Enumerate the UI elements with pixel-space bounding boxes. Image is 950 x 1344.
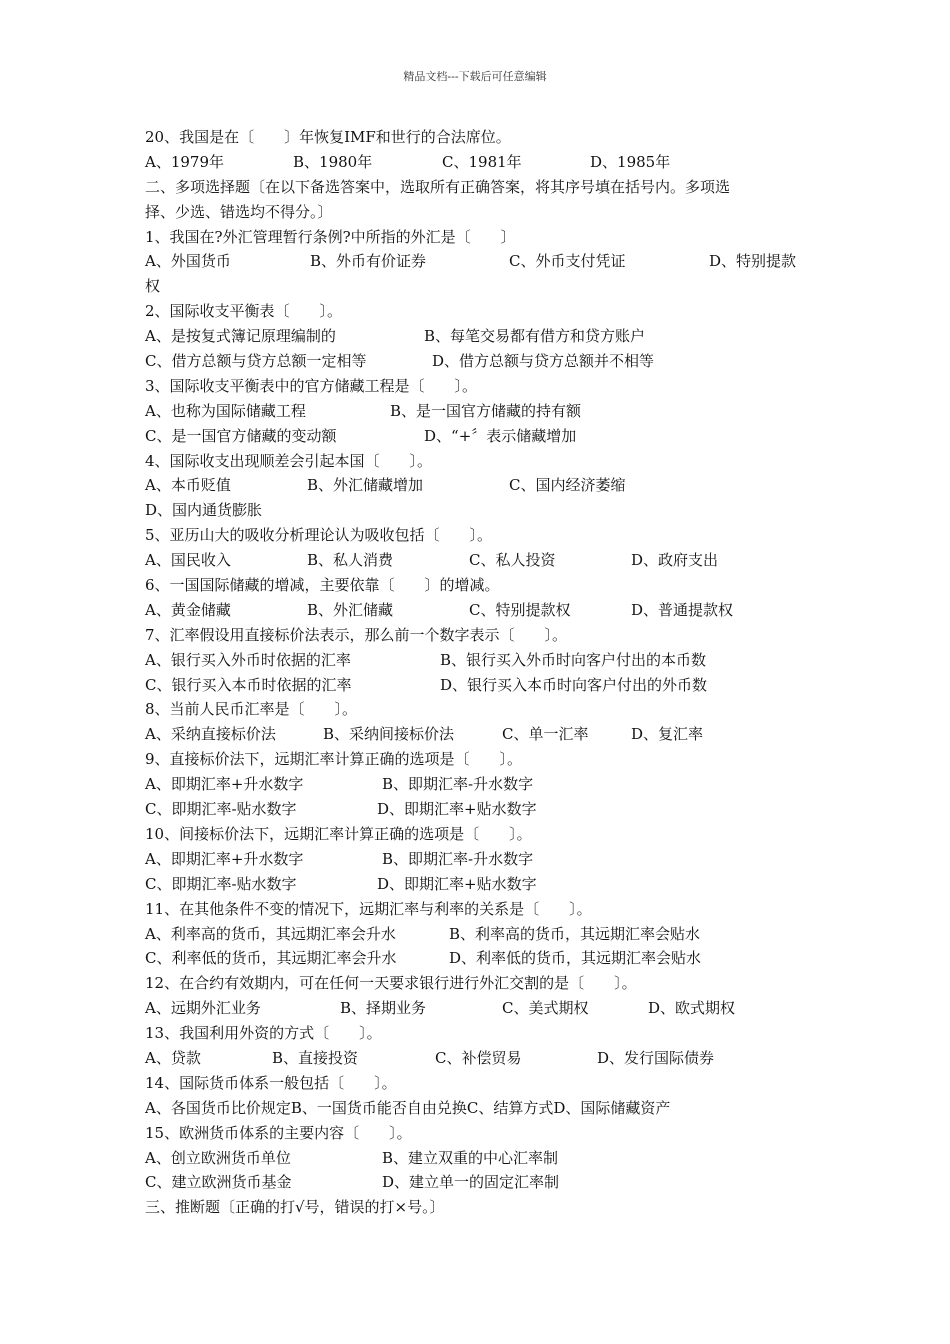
option-text: A、远期外汇业务 — [145, 999, 261, 1018]
text-line — [145, 697, 815, 722]
option-text: B、采纳间接标价法 — [323, 725, 455, 744]
option-text: D、即期汇率+贴水数字 — [377, 800, 537, 819]
option-text: A、采纳直接标价法 — [145, 725, 276, 744]
option-text: B、1980年 — [293, 152, 373, 171]
line-text: 3、国际收支平衡表中的官方储藏工程是〔 〕。 — [145, 376, 478, 395]
option-text: D、建立单一的固定汇率制 — [382, 1173, 560, 1192]
option-text: D、复汇率 — [631, 725, 704, 744]
text-line — [145, 274, 815, 299]
text-line — [145, 872, 815, 897]
option-text: B、择期业务 — [340, 999, 427, 1018]
option-text: C、建立欧洲货币基金 — [145, 1173, 292, 1192]
line-text: 12、在合约有效期内，可在任何一天要求银行进行外汇交割的是〔 〕。 — [145, 974, 637, 993]
option-text: A、1979年 — [145, 152, 225, 171]
text-line — [145, 623, 815, 648]
text-line — [145, 548, 815, 573]
text-line — [145, 922, 815, 947]
line-text: 1、我国在?外汇管理暂行条例?中所指的外汇是〔 〕 — [145, 227, 516, 246]
text-line — [145, 249, 815, 274]
text-line — [145, 1195, 815, 1220]
line-text: 13、我国利用外资的方式〔 〕。 — [145, 1024, 382, 1043]
option-text: A、即期汇率+升水数字 — [145, 849, 304, 868]
option-text: A、黄金储藏 — [145, 600, 231, 619]
option-text: A、本币贬值 — [145, 476, 231, 495]
text-line — [145, 971, 815, 996]
option-text: C、特别提款权 — [469, 600, 571, 619]
option-text: D、政府支出 — [631, 551, 719, 570]
option-text: D、发行国际债券 — [597, 1048, 715, 1067]
text-line — [145, 449, 815, 474]
line-text: 11、在其他条件不变的情况下，远期汇率与利率的关系是〔 〕。 — [145, 899, 592, 918]
text-line — [145, 125, 815, 150]
text-line — [145, 424, 815, 449]
option-text: B、私人消费 — [307, 551, 394, 570]
text-line — [145, 523, 815, 548]
text-line — [145, 946, 815, 971]
option-text: A、也称为国际储藏工程 — [145, 401, 306, 420]
option-text: A、外国货币 — [145, 252, 231, 271]
option-text: C、借方总额与贷方总额一定相等 — [145, 352, 367, 371]
option-text: A、银行买入外币时依据的汇率 — [145, 650, 351, 669]
text-line — [145, 1146, 815, 1171]
line-text: 择、少选、错选均不得分。〕 — [145, 202, 333, 221]
option-text: C、利率低的货币，其远期汇率会升水 — [145, 949, 397, 968]
option-text: B、每笔交易都有借方和贷方账户 — [424, 327, 646, 346]
line-text: 10、间接标价法下，远期汇率计算正确的选项是〔 〕。 — [145, 824, 532, 843]
text-line — [145, 797, 815, 822]
page-header: 精品文档---下载后可任意编辑 — [403, 70, 547, 83]
text-line — [145, 822, 815, 847]
line-text: 5、亚历山大的吸收分析理论认为吸收包括〔 〕。 — [145, 526, 493, 545]
line-text: 20、我国是在〔 〕年恢复IMF和世行的合法席位。 — [145, 128, 511, 146]
text-line — [145, 473, 815, 498]
option-text: B、即期汇率-升水数字 — [382, 775, 534, 794]
option-text: C、美式期权 — [502, 999, 589, 1018]
option-text: B、银行买入外币时向客户付出的本币数 — [440, 650, 707, 669]
text-line — [145, 772, 815, 797]
text-line — [145, 573, 815, 598]
option-text: C、是一国官方储藏的变动额 — [145, 426, 337, 445]
option-text: C、银行买入本币时依据的汇率 — [145, 675, 352, 694]
document-body — [145, 125, 815, 1220]
option-text: C、外币支付凭证 — [509, 252, 626, 271]
line-text: 6、一国国际储藏的增减，主要依靠〔 〕的增减。 — [145, 576, 500, 595]
text-line — [145, 673, 815, 698]
option-text: D、1985年 — [590, 152, 671, 171]
option-text: C、即期汇率-贴水数字 — [145, 800, 297, 819]
text-line — [145, 175, 815, 200]
text-line — [145, 1046, 815, 1071]
line-text: 权 — [145, 277, 161, 296]
text-line — [145, 225, 815, 250]
text-line — [145, 1096, 815, 1121]
option-text: C、补偿贸易 — [435, 1048, 522, 1067]
option-text: B、利率高的货币，其远期汇率会贴水 — [449, 924, 701, 943]
option-text: D、特别提款 — [709, 252, 797, 271]
text-line — [145, 648, 815, 673]
line-text: 2、国际收支平衡表〔 〕。 — [145, 302, 343, 321]
text-line — [145, 399, 815, 424]
option-text: D、利率低的货币，其远期汇率会贴水 — [449, 949, 702, 968]
line-text: 二、多项选择题〔在以下备选答案中，选取所有正确答案，将其序号填在括号内。多项选 — [145, 177, 731, 196]
line-text: D、国内通货膨胀 — [145, 501, 263, 520]
text-line — [145, 1121, 815, 1146]
option-text: D、“+〞表示储藏增加 — [424, 426, 577, 445]
text-line — [145, 299, 815, 324]
line-text: 4、国际收支出现顺差会引起本国〔 〕。 — [145, 451, 433, 470]
option-text: A、利率高的货币，其远期汇率会升水 — [145, 924, 396, 943]
option-text: D、普通提款权 — [631, 600, 734, 619]
text-line — [145, 200, 815, 225]
text-line — [145, 349, 815, 374]
text-line — [145, 498, 815, 523]
option-text: A、贷款 — [145, 1048, 201, 1067]
line-text: 8、当前人民币汇率是〔 〕。 — [145, 700, 358, 719]
text-line — [145, 747, 815, 772]
line-text: 14、国际货币体系一般包括〔 〕。 — [145, 1073, 397, 1092]
option-text: C、国内经济萎缩 — [509, 476, 626, 495]
text-line — [145, 324, 815, 349]
option-text: A、创立欧洲货币单位 — [145, 1148, 291, 1167]
option-text: B、外汇储藏增加 — [307, 476, 424, 495]
option-text: B、即期汇率-升水数字 — [382, 849, 534, 868]
text-line — [145, 996, 815, 1021]
text-line — [145, 847, 815, 872]
option-text: D、银行买入本币时向客户付出的外币数 — [440, 675, 708, 694]
option-text: B、直接投资 — [272, 1048, 359, 1067]
text-line — [145, 374, 815, 399]
text-line — [145, 598, 815, 623]
text-line — [145, 1071, 815, 1096]
option-text: C、单一汇率 — [502, 725, 589, 744]
text-line — [145, 1170, 815, 1195]
option-text: C、私人投资 — [469, 551, 556, 570]
option-text: A、即期汇率+升水数字 — [145, 775, 304, 794]
option-text: B、外汇储藏 — [307, 600, 394, 619]
option-text: A、是按复式簿记原理编制的 — [145, 327, 336, 346]
option-text: D、欧式期权 — [648, 999, 736, 1018]
line-text: 15、欧洲货币体系的主要内容〔 〕。 — [145, 1123, 412, 1142]
option-text: D、即期汇率+贴水数字 — [377, 874, 537, 893]
option-text: D、借方总额与贷方总额并不相等 — [432, 352, 655, 371]
option-text: B、外币有价证券 — [310, 252, 427, 271]
text-line — [145, 150, 815, 175]
line-text: A、各国货币比价规定B、一国货币能否自由兑换C、结算方式D、国际储藏资产 — [145, 1098, 671, 1117]
text-line — [145, 1021, 815, 1046]
option-text: C、即期汇率-贴水数字 — [145, 874, 297, 893]
option-text: B、是一国官方储藏的持有额 — [390, 401, 582, 420]
line-text: 三、推断题〔正确的打√号，错误的打×号。〕 — [145, 1198, 445, 1217]
text-line — [145, 897, 815, 922]
line-text: 7、汇率假设用直接标价法表示，那么前一个数字表示〔 〕。 — [145, 625, 568, 644]
line-text: 9、直接标价法下，远期汇率计算正确的选项是〔 〕。 — [145, 750, 523, 769]
option-text: A、国民收入 — [145, 551, 231, 570]
option-text: C、1981年 — [442, 152, 522, 171]
option-text: B、建立双重的中心汇率制 — [382, 1148, 559, 1167]
text-line — [145, 722, 815, 747]
